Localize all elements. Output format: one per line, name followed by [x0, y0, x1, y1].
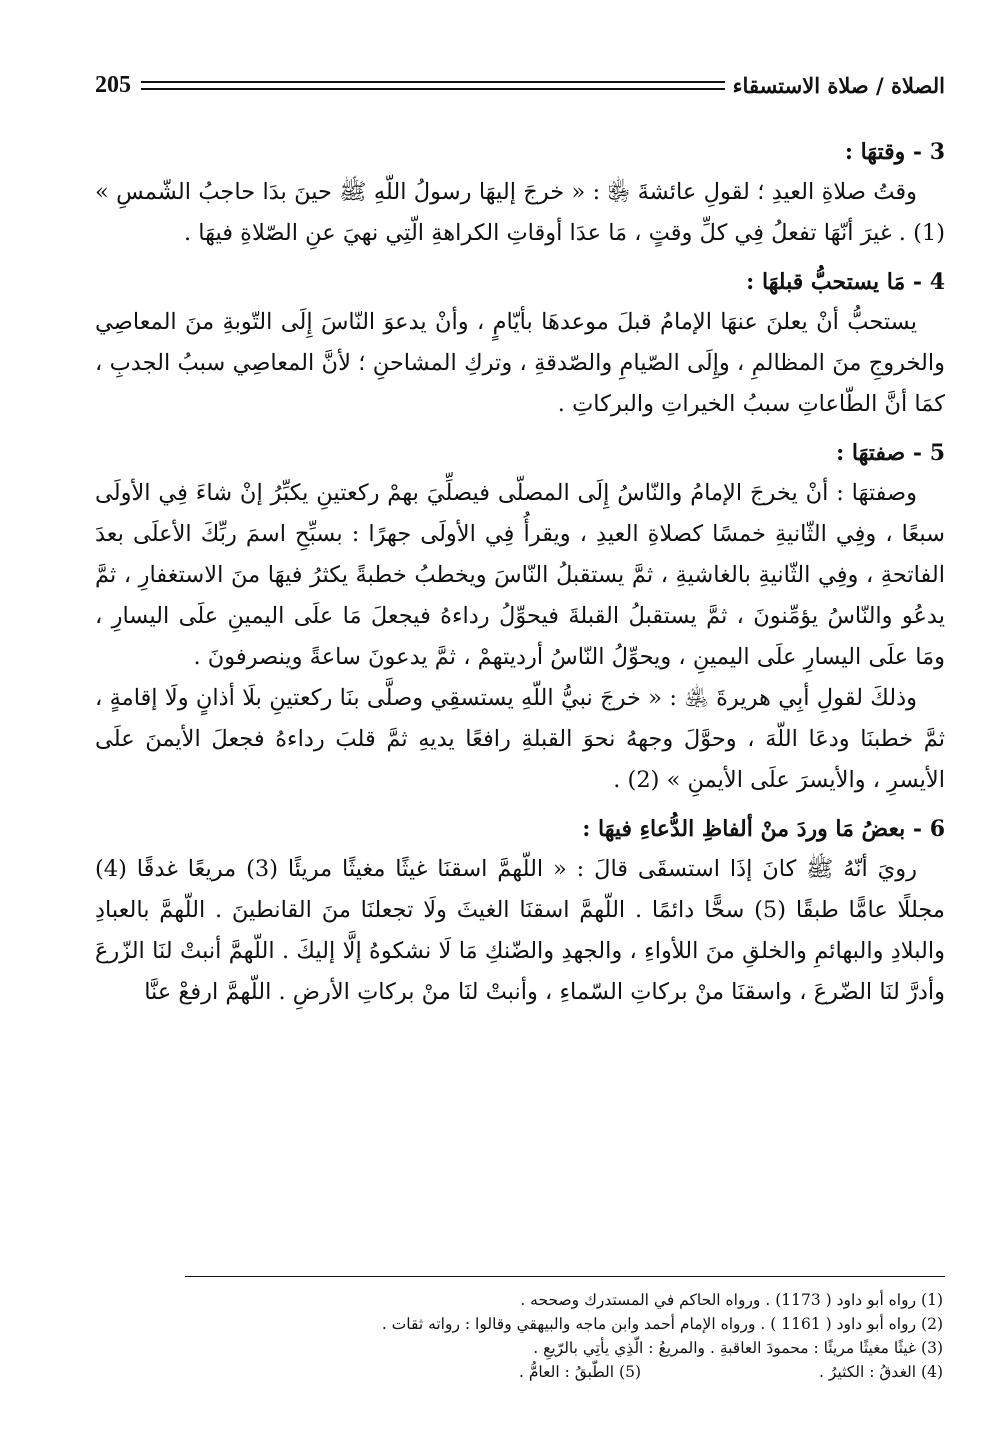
footnote-divider	[185, 1276, 945, 1277]
footnotes	[95, 1288, 945, 1384]
section-heading: 4 - مَا يستحبُّ قبلهَا :	[746, 269, 945, 295]
page-number: 205	[95, 71, 131, 98]
running-header	[95, 60, 945, 110]
paragraph: يستحبُّ أنْ يعلنَ عنهَا الإمامُ قبلَ موعدهَا بأيّامٍ ، وأنْ يدعوَ النّاسَ إِلَى التّوبةِ منَ المعاصِي والخروجِ منَ المظالمِ ، وإِلَى الصّيامِ والصّدقةِ ، وتركِ المشاحنِ ؛ لأنَّ المعاصِي سببُ الجدبِ ، كمَا أنَّ الطّاعاتِ سببُ الخيراتِ والبركاتِ .	[95, 309, 945, 417]
page-body	[95, 132, 945, 1013]
header-rule	[141, 81, 725, 90]
running-title: الصلاة / صلاة الاستسقاء	[732, 72, 945, 98]
paragraph: وقتُ صلاةِ العيدِ ؛ لقولِ عائشةَ ﵂ : « خرجَ إليهَا رسولُ اللّهِ ﷺ حينَ بدَا حاجبُ الشّمسِ » (1) . غيرَ أنّهَا تفعلُ فِي كلِّ وقتٍ ، مَا عدَا أوقاتِ الكراهةِ الّتِي نهيَ عنِ الصّلاةِ فيهَا .	[95, 179, 945, 246]
paragraph: وصفتهَا : أنْ يخرجَ الإمامُ والنّاسُ إِلَى المصلّى فيصلِّيَ بهمْ ركعتينِ يكبِّرُ إنْ شاءَ فِي الأولَى سبعًا ، وفِي الثّانيةِ خمسًا كصلاةِ العيدِ ، ويقرأُ فِي الأولَى جهرًا : بسبِّحِ اسمَ ربِّكَ الأعلَى بعدَ الفاتحةِ ، وفِي الثّانيةِ بالغاشيةِ ، ثمَّ يستقبلُ النّاسَ ويخطبُ خطبةً يكثرُ فيهَا منَ الاستغفارِ ، ثمَّ يدعُو والنّاسُ يؤمِّنونَ ، ثمَّ يستقبلُ القبلةَ فيحوِّلُ رداءهُ فيجعلَ مَا علَى اليمينِ علَى اليسارِ ، ومَا علَى اليسارِ علَى اليمينِ ، ويحوِّلُ النّاسُ أرديتهمْ ، ثمَّ يدعونَ ساعةً وينصرفونَ .	[95, 480, 945, 670]
footnote: (2) رواه أبو داود ( 1161 ) . ورواه الإمام أحمد وابن ماجه والبيهقي وقالوا : رواته ثقات .	[381, 1315, 943, 1333]
footnote-row	[95, 1360, 945, 1384]
footnote: (3) غيثًا مغيثًا مريئًا : محمودَ العاقبةِ . والمريعُ : الّذِي يأتِي بالرّيعِ .	[533, 1339, 943, 1357]
footnote: (1) رواه أبو داود ( 1173) . ورواه الحاكم في المستدرك وصححه .	[520, 1291, 943, 1309]
section-heading: 3 - وقتهَا :	[844, 139, 945, 165]
footnote: (4) الغدقُ : الكثيرُ .	[818, 1363, 943, 1381]
section-heading: 6 - بعضُ مَا وردَ منْ ألفاظِ الدُّعاءِ فيهَا :	[582, 816, 945, 842]
paragraph: رويَ أنّهُ ﷺ كانَ إذَا استسقَى قالَ : « اللّهمَّ اسقنَا غيثًا مغيثًا مريئًا (3) مريعًا غدقًا (4) مجللًا عامًّا طبقًا (5) سحًّا دائمًا . اللّهمَّ اسقنَا الغيثَ ولَا تجعلنَا منَ القانطينَ . اللّهمَّ بالعبادِ والبلادِ والبهائمِ والخلقِ منَ اللأواءِ ، والجهدِ والضّنكِ مَا لَا نشكوهُ إلَّا إليكَ . اللّهمَّ أنبتْ لنَا الزّرعَ وأدرَّ لنَا الضّرعَ ، واسقنَا منْ بركاتِ السّماءِ ، وأنبتْ لنَا منْ بركاتِ الأرضِ . اللّهمَّ ارفعْ عنَّا	[95, 856, 945, 1005]
section-heading: 5 - صفتهَا :	[836, 440, 945, 466]
footnote: (5) الطّبقُ : العامُّ .	[518, 1363, 641, 1381]
paragraph: وذلكَ لقولِ أبِي هريرةَ ﵁ : « خرجَ نبيُّ اللّهِ يستسقِي وصلَّى بنَا ركعتينِ بلَا أذانٍ ولَا إقامةٍ ، ثمَّ خطبنَا ودعَا اللّهَ ، وحوَّلَ وجههُ نحوَ القبلةِ رافعًا يديهِ ثمَّ قلبَ رداءهُ فجعلَ الأيمنَ علَى الأيسرِ ، والأيسرَ علَى الأيمنِ » (2) .	[95, 685, 945, 793]
